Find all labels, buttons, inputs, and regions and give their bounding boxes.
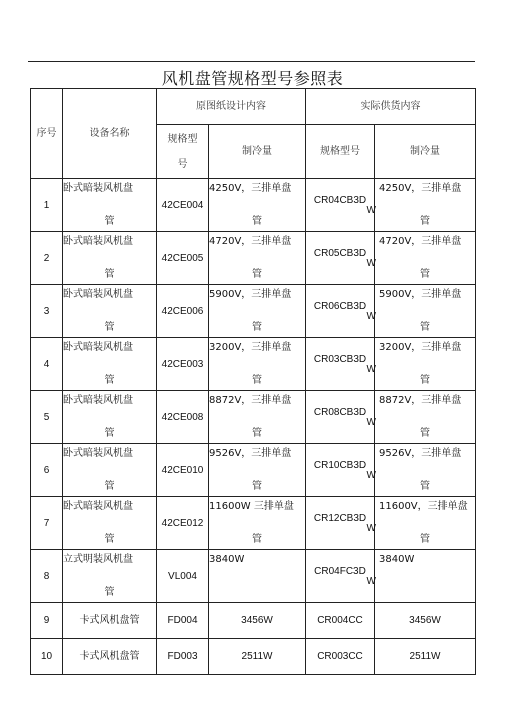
cooling-capacity-cell: [209, 497, 306, 550]
spec-model-cell: 42CE003: [157, 338, 209, 391]
device-name-line2: 管: [104, 269, 115, 280]
actual-spec-model-value: CR05CB3D: [313, 247, 367, 259]
table-row: [31, 391, 476, 444]
actual-spec-model-cell: CR004CC: [306, 603, 375, 639]
header-row-top: [31, 89, 476, 125]
spec-model-cell: VL004: [157, 550, 209, 603]
device-name-cell: 卡式风机盘管: [63, 603, 157, 639]
device-name-line2: 管: [104, 481, 115, 492]
device-name-line2: 管: [104, 216, 115, 227]
cooling-capacity-cell: 3456W: [209, 603, 306, 639]
actual-cooling-unit: W: [366, 204, 376, 216]
spec-model-cell: FD004: [157, 603, 209, 639]
cooling-capacity-line1: 5900V，三排单盘: [209, 289, 292, 300]
actual-cooling-unit: W: [366, 310, 376, 322]
actual-cooling-capacity-line2: 管: [420, 322, 430, 333]
header-cooling-capacity: 制冷量: [209, 125, 306, 179]
actual-spec-model-cell: [306, 285, 375, 338]
device-name-line1: 卧式暗装风机盘: [63, 501, 133, 512]
spec-model-cell: 42CE004: [157, 179, 209, 232]
cooling-capacity-cell: [209, 232, 306, 285]
header-spec-model: [157, 125, 209, 179]
actual-cooling-capacity-line1: 5900V，三排单盘: [379, 289, 462, 300]
actual-spec-model-value: CR08CB3D: [313, 406, 367, 418]
header-actual-supply: 实际供货内容: [306, 89, 476, 125]
actual-cooling-capacity-cell: 2511W: [375, 639, 476, 675]
seq-cell: 9: [31, 603, 63, 639]
actual-cooling-capacity-cell: [375, 444, 476, 497]
actual-cooling-capacity-cell: [375, 550, 476, 603]
actual-cooling-unit: W: [366, 575, 376, 587]
device-name-cell: 卡式风机盘管: [63, 639, 157, 675]
table-row: [31, 639, 476, 675]
actual-cooling-capacity-line1: 9526V，三排单盘: [379, 448, 462, 459]
actual-cooling-capacity-line2: 管: [420, 534, 430, 545]
device-name-line1: 卧式暗装风机盘: [63, 395, 133, 406]
header-spec-model-line2: 号: [177, 158, 188, 170]
actual-spec-model-value: CR12CB3D: [313, 512, 367, 524]
header-device-name: 设备名称: [63, 89, 157, 179]
spec-model-cell: 42CE005: [157, 232, 209, 285]
cooling-capacity-line2: 管: [252, 481, 262, 492]
device-name-cell: [63, 179, 157, 232]
seq-cell: 3: [31, 285, 63, 338]
actual-spec-model-cell: CR003CC: [306, 639, 375, 675]
cooling-capacity-line1: 9526V，三排单盘: [209, 448, 292, 459]
actual-cooling-unit: W: [366, 469, 376, 481]
cooling-capacity-line2: 管: [252, 216, 262, 227]
cooling-capacity-cell: [209, 391, 306, 444]
actual-cooling-unit: W: [366, 416, 376, 428]
device-name-line2: 管: [104, 428, 115, 439]
device-name-cell: [63, 338, 157, 391]
actual-spec-model-value: CR03CB3D: [313, 353, 367, 365]
actual-spec-model-value: CR04CB3D: [313, 194, 367, 206]
actual-spec-model-value: CR04FC3D: [314, 565, 366, 577]
table-row: [31, 285, 476, 338]
actual-cooling-capacity-cell: [375, 232, 476, 285]
device-name-cell: [63, 550, 157, 603]
device-name-cell: [63, 285, 157, 338]
device-name-line1: 卧式暗装风机盘: [63, 448, 133, 459]
device-name-line1: 立式明装风机盘: [63, 554, 133, 565]
seq-cell: 5: [31, 391, 63, 444]
spec-model-cell: 42CE010: [157, 444, 209, 497]
table-row: [31, 232, 476, 285]
seq-cell: 7: [31, 497, 63, 550]
cooling-capacity-cell: 2511W: [209, 639, 306, 675]
table-row: [31, 497, 476, 550]
header-actual-cooling-capacity: 制冷量: [375, 125, 476, 179]
actual-spec-model-cell: [306, 179, 375, 232]
cooling-capacity-line1: 4720V，三排单盘: [209, 236, 292, 247]
actual-spec-model-cell: [306, 391, 375, 444]
document-title: 风机盘管规格型号参照表: [161, 69, 344, 88]
device-name-line1: 卧式暗装风机盘: [63, 342, 133, 353]
device-name-cell: [63, 232, 157, 285]
actual-cooling-unit: W: [366, 363, 376, 375]
actual-cooling-capacity-line1: 8872V，三排单盘: [379, 395, 462, 406]
seq-cell: 6: [31, 444, 63, 497]
header-original-design: 原图纸设计内容: [157, 89, 306, 125]
actual-spec-model-cell: [306, 444, 375, 497]
table-row: [31, 179, 476, 232]
actual-cooling-unit: W: [366, 522, 376, 534]
spec-model-cell: 42CE012: [157, 497, 209, 550]
device-name-line2: 管: [104, 534, 115, 545]
actual-cooling-capacity-line2: 管: [420, 216, 430, 227]
header-seq: 序号: [31, 89, 63, 179]
seq-cell: 2: [31, 232, 63, 285]
actual-cooling-capacity-line1: 3840W: [379, 554, 415, 565]
spec-model-cell: 42CE008: [157, 391, 209, 444]
device-name-cell: [63, 444, 157, 497]
device-name-line2: 管: [104, 587, 115, 598]
actual-cooling-capacity-line1: 3200V，三排单盘: [379, 342, 462, 353]
seq-cell: 1: [31, 179, 63, 232]
device-name-cell: [63, 391, 157, 444]
device-name-line1: 卧式暗装风机盘: [63, 183, 133, 194]
header-actual-spec-model: 规格型号: [306, 125, 375, 179]
cooling-capacity-cell: [209, 550, 306, 603]
actual-cooling-unit: W: [366, 257, 376, 269]
cooling-capacity-line2: 管: [252, 269, 262, 280]
cooling-capacity-line1: 3200V，三排单盘: [209, 342, 292, 353]
seq-cell: 4: [31, 338, 63, 391]
actual-spec-model-cell: [306, 550, 375, 603]
cooling-capacity-line2: 管: [252, 428, 262, 439]
actual-cooling-capacity-cell: [375, 497, 476, 550]
device-name-line1: 卧式暗装风机盘: [63, 289, 133, 300]
top-rule: [28, 61, 475, 62]
actual-cooling-capacity-cell: [375, 391, 476, 444]
actual-cooling-capacity-line2: 管: [420, 428, 430, 439]
device-name-line2: 管: [104, 375, 115, 386]
cooling-capacity-cell: [209, 338, 306, 391]
cooling-capacity-line1: 4250V，三排单盘: [209, 183, 292, 194]
actual-spec-model-cell: [306, 338, 375, 391]
actual-cooling-capacity-cell: 3456W: [375, 603, 476, 639]
actual-cooling-capacity-line2: 管: [420, 481, 430, 492]
spec-table: [30, 88, 476, 675]
cooling-capacity-cell: [209, 444, 306, 497]
device-name-line1: 卧式暗装风机盘: [63, 236, 133, 247]
actual-cooling-capacity-cell: [375, 285, 476, 338]
actual-cooling-capacity-line1: 11600V，三排单盘: [379, 501, 468, 512]
actual-cooling-capacity-cell: [375, 338, 476, 391]
cooling-capacity-line1: 11600W 三排单盘: [209, 501, 294, 512]
device-name-cell: [63, 497, 157, 550]
seq-cell: 10: [31, 639, 63, 675]
header-spec-model-line1: 规格型: [167, 133, 198, 145]
table-row: [31, 550, 476, 603]
spec-model-cell: FD003: [157, 639, 209, 675]
cooling-capacity-line2: 管: [252, 322, 262, 333]
table-row: [31, 338, 476, 391]
actual-spec-model-cell: [306, 232, 375, 285]
actual-cooling-capacity-line1: 4250V，三排单盘: [379, 183, 462, 194]
device-name-line2: 管: [104, 322, 115, 333]
actual-cooling-capacity-line1: 4720V，三排单盘: [379, 236, 462, 247]
actual-cooling-capacity-line2: 管: [420, 375, 430, 386]
actual-spec-model-cell: [306, 497, 375, 550]
cooling-capacity-line2: 管: [252, 375, 262, 386]
cooling-capacity-cell: [209, 285, 306, 338]
cooling-capacity-line1: 8872V，三排单盘: [209, 395, 292, 406]
cooling-capacity-cell: [209, 179, 306, 232]
actual-spec-model-value: CR06CB3D: [313, 300, 367, 312]
cooling-capacity-line2: 管: [252, 534, 262, 545]
cooling-capacity-line1: 3840W: [209, 554, 245, 565]
spec-model-cell: 42CE006: [157, 285, 209, 338]
table-row: [31, 444, 476, 497]
actual-spec-model-value: CR10CB3D: [313, 459, 367, 471]
seq-cell: 8: [31, 550, 63, 603]
actual-cooling-capacity-line2: 管: [420, 269, 430, 280]
actual-cooling-capacity-cell: [375, 179, 476, 232]
table-row: [31, 603, 476, 639]
